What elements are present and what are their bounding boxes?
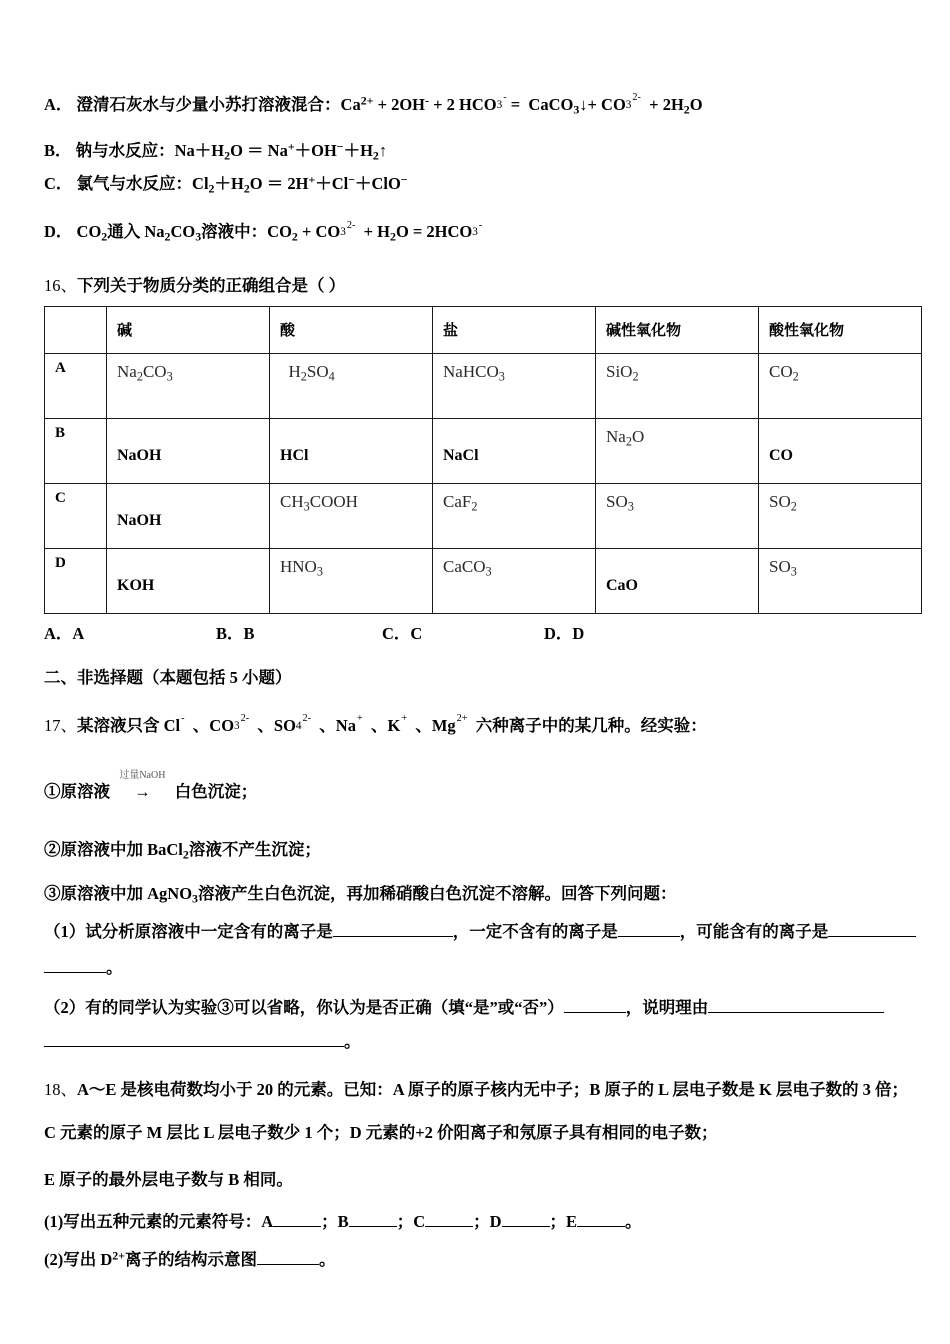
option-b-letter: B． xyxy=(44,141,72,161)
q18-sub-2-prefix: 写出 D xyxy=(63,1250,113,1270)
option-d-equation: $CO_2$通入 $Na_2CO_3$溶液中：$CO_2 + CO3^{2-} + H_2O = 2HCO3^-$ xyxy=(76,219,483,244)
row-label-a: A xyxy=(45,353,107,418)
sub-1-label: （1） xyxy=(44,922,86,942)
sub-2-label: （2） xyxy=(44,998,86,1018)
answer-choice-b[interactable]: B．B xyxy=(216,623,255,643)
answer-blank-element-b[interactable] xyxy=(349,1211,397,1228)
option-c-equation: $Cl_2+H_2O = 2H^++Cl^-+ClO^-$ xyxy=(192,172,408,196)
cell-b-acid: HCl xyxy=(270,418,433,483)
sub-1-text-1: 试分析原溶液中一定含有的离子是 xyxy=(85,922,333,942)
option-c-line xyxy=(44,172,922,196)
cell-d-base: KOH xyxy=(107,548,270,613)
header-blank xyxy=(45,306,107,353)
sub-1-terminator: 。 xyxy=(106,958,123,978)
cell-c-acidic-oxide: $SO_2$ xyxy=(759,483,922,548)
option-d-line xyxy=(44,219,922,244)
question-17-sub-2-continuation xyxy=(44,1030,922,1054)
option-b-equation: $Na+H_2O$ ＝ $Na^++OH^-+H_2↑$ xyxy=(174,139,388,163)
table-row xyxy=(45,548,922,613)
q18-item-e: E xyxy=(566,1212,578,1232)
q18-sub-2-terminator: 。 xyxy=(319,1250,336,1270)
option-a-equation: $Ca^{2+} + 2OH^- + 2$ HCO3- = CaCO$_3$↓+ $CO3^{2-} + 2H_2O$ xyxy=(340,92,703,117)
question-18-line-1: A～E 是核电荷数均小于 20 的元素。已知：A 原子的原子核内无中子；B 原子的 L 层电子数是 K 层电子数的 3 倍； xyxy=(77,1080,908,1099)
answer-blank-reason[interactable] xyxy=(708,996,884,1013)
question-18-line-2: C 元素的原子 M 层比 L 层电子数少 1 个；D 元素的+2 价阳离子和氖原子具有相同的电子数； xyxy=(44,1122,718,1142)
answer-blank-reason-cont[interactable] xyxy=(44,1030,344,1047)
cell-a-basic-oxide: SiO$_2$ xyxy=(596,353,759,418)
cell-b-acidic-oxide: CO xyxy=(759,418,922,483)
option-b-stem: 钠与水反应： xyxy=(75,141,175,161)
classification-table xyxy=(44,306,922,614)
question-18-stem-line-1 xyxy=(44,1078,922,1103)
cell-d-acid: $HNO_3$ xyxy=(270,548,433,613)
experiment-step-1 xyxy=(44,770,922,802)
q18-item-c: C xyxy=(413,1212,426,1232)
option-d-letter: D． xyxy=(44,222,73,242)
question-16-text: 下列关于物质分类的正确组合是（ ） xyxy=(77,275,346,295)
q18-item-a: A xyxy=(261,1212,274,1232)
header-base: 碱 xyxy=(107,306,270,353)
option-a-line xyxy=(44,92,922,117)
cell-c-acid: $CH_3COOH$ xyxy=(270,483,433,548)
question-18-sub-2 xyxy=(44,1248,922,1272)
cell-b-base: NaOH xyxy=(107,418,270,483)
row-label-d: D xyxy=(45,548,107,613)
question-18-stem-line-2 xyxy=(44,1121,922,1146)
option-c-stem: 氯气与水反应： xyxy=(76,174,193,194)
question-16-number: 16、 xyxy=(44,275,77,295)
q18-sub-1-label: (1) xyxy=(44,1212,64,1232)
q18-sub-1-text: 写出五种元素的元素符号： xyxy=(63,1212,262,1232)
cell-c-salt: CaF$_2$ xyxy=(433,483,596,548)
question-17-sub-1 xyxy=(44,920,922,944)
question-18-sub-1: (1)写出五种元素的元素符号：A ；B ；C ；D ；E 。 xyxy=(44,1212,642,1232)
experiment-step-3 xyxy=(44,880,922,904)
cell-d-basic-oxide: CaO xyxy=(596,548,759,613)
step-3-marker: ③ xyxy=(44,884,61,904)
answer-blank-ions-possible-cont[interactable] xyxy=(44,957,106,974)
cell-a-acidic-oxide: $CO_2$ xyxy=(759,353,922,418)
q18-sub-2-label: (2) xyxy=(44,1250,64,1270)
header-basic-oxide: 碱性氧化物 xyxy=(596,306,759,353)
answer-blank-ions-absent[interactable] xyxy=(618,921,680,938)
q18-item-d: D xyxy=(489,1212,502,1232)
cell-c-basic-oxide: $SO_3$ xyxy=(596,483,759,548)
table-row xyxy=(45,483,922,548)
cell-a-base: $Na_2CO_3$ xyxy=(107,353,270,418)
question-17-sub-2 xyxy=(44,996,922,1020)
q18-sub-2-charge: 2+ xyxy=(112,1248,126,1263)
step-2-marker: ② xyxy=(44,840,61,860)
step-3-text: 原溶液中加 AgNO$_3$溶液产生白色沉淀，再加稀硝酸白色沉淀不溶解。回答下列问题： xyxy=(60,884,677,906)
sub-1-text-3: ，可能含有的离子是 xyxy=(679,922,829,942)
option-b-line xyxy=(44,139,922,163)
question-18-stem-line-3 xyxy=(44,1168,922,1193)
answer-choice-c[interactable]: C．C xyxy=(382,623,423,643)
cell-d-acidic-oxide: $SO_3$ xyxy=(759,548,922,613)
question-18-line-3: E 原子的最外层电子数与 B 相同。 xyxy=(44,1169,293,1189)
table-header-row xyxy=(45,306,922,353)
cell-a-salt: NaHCO$_3$ xyxy=(433,353,596,418)
page-content xyxy=(44,92,922,1276)
answer-blank-element-c[interactable] xyxy=(425,1211,473,1228)
table-row xyxy=(45,353,922,418)
header-salt: 盐 xyxy=(433,306,596,353)
section-2-heading: 二、非选择题（本题包括 5 小题） xyxy=(44,667,292,687)
cell-a-acid: $H_2SO_4$ xyxy=(270,353,433,418)
question-16-stem xyxy=(44,272,922,296)
answer-choice-d[interactable]: D．D xyxy=(544,623,585,643)
cell-b-salt: NaCl xyxy=(433,418,596,483)
q18-sub-1-terminator: 。 xyxy=(625,1212,642,1232)
q18-sub-2-suffix: 离子的结构示意图 xyxy=(125,1250,258,1270)
row-label-c: C xyxy=(45,483,107,548)
cell-d-salt: CaCO$_3$ xyxy=(433,548,596,613)
row-label-b: B xyxy=(45,418,107,483)
reaction-arrow-icon: 过量NaOH → xyxy=(120,782,165,802)
answer-blank-element-e[interactable] xyxy=(577,1211,625,1228)
cell-c-base: NaOH xyxy=(107,483,270,548)
answer-blank-ions-possible[interactable] xyxy=(828,921,916,938)
option-a-letter: A． xyxy=(44,95,73,114)
sub-1-text-2: ，一定不含有的离子是 xyxy=(452,922,618,942)
header-acid: 酸 xyxy=(270,306,433,353)
answer-blank-element-d[interactable] xyxy=(502,1211,550,1228)
table-row xyxy=(45,418,922,483)
answer-blank-element-a[interactable] xyxy=(273,1211,321,1228)
question-18-number: 18、 xyxy=(44,1080,77,1099)
answer-choice-a[interactable]: A．A xyxy=(44,623,85,643)
question-17-sub-1-continuation xyxy=(44,956,922,980)
sub-2-text-1: 有的同学认为实验③可以省略，你认为是否正确（填“是”或“否”） xyxy=(85,998,564,1018)
step-1-before: 原溶液 xyxy=(60,782,110,802)
option-d-stem-text: 通入 xyxy=(107,222,141,242)
step-1-after: 白色沉淀； xyxy=(174,782,258,802)
answer-blank-ion-diagram[interactable] xyxy=(257,1249,319,1266)
ion-list: Cl- 、$CO3^{2-}$ 、$SO4^{2-}$ 、Na+ 、K+ 、$Mg^{2+}$ xyxy=(163,712,468,735)
header-acidic-oxide: 酸性氧化物 xyxy=(759,306,922,353)
experiment-step-2 xyxy=(44,836,922,860)
question-17-stem xyxy=(44,714,922,739)
answer-blank-yes-no[interactable] xyxy=(564,996,626,1013)
sub-2-text-2: ，说明理由 xyxy=(625,998,709,1018)
step-2-text: 原溶液中加 BaCl$_2$溶液不产生沉淀； xyxy=(60,840,321,862)
question-17-prefix: 某溶液只含 xyxy=(77,715,164,735)
cell-b-basic-oxide: $Na_2O$ xyxy=(596,418,759,483)
answer-blank-ions-present[interactable] xyxy=(333,921,453,938)
step-1-marker: ① xyxy=(44,782,61,802)
step-1-reagent-label: 过量NaOH xyxy=(119,770,166,782)
option-c-letter: C． xyxy=(44,174,73,194)
question-17-number: 17、 xyxy=(44,715,77,735)
sub-2-terminator: 。 xyxy=(344,1032,361,1052)
question-17-suffix: 六种离子中的某几种。经实验： xyxy=(475,715,707,735)
q18-item-b: B xyxy=(337,1212,349,1232)
option-a-stem: 澄清石灰水与少量小苏打溶液混合： xyxy=(76,95,341,114)
question-16-answers xyxy=(44,620,922,644)
